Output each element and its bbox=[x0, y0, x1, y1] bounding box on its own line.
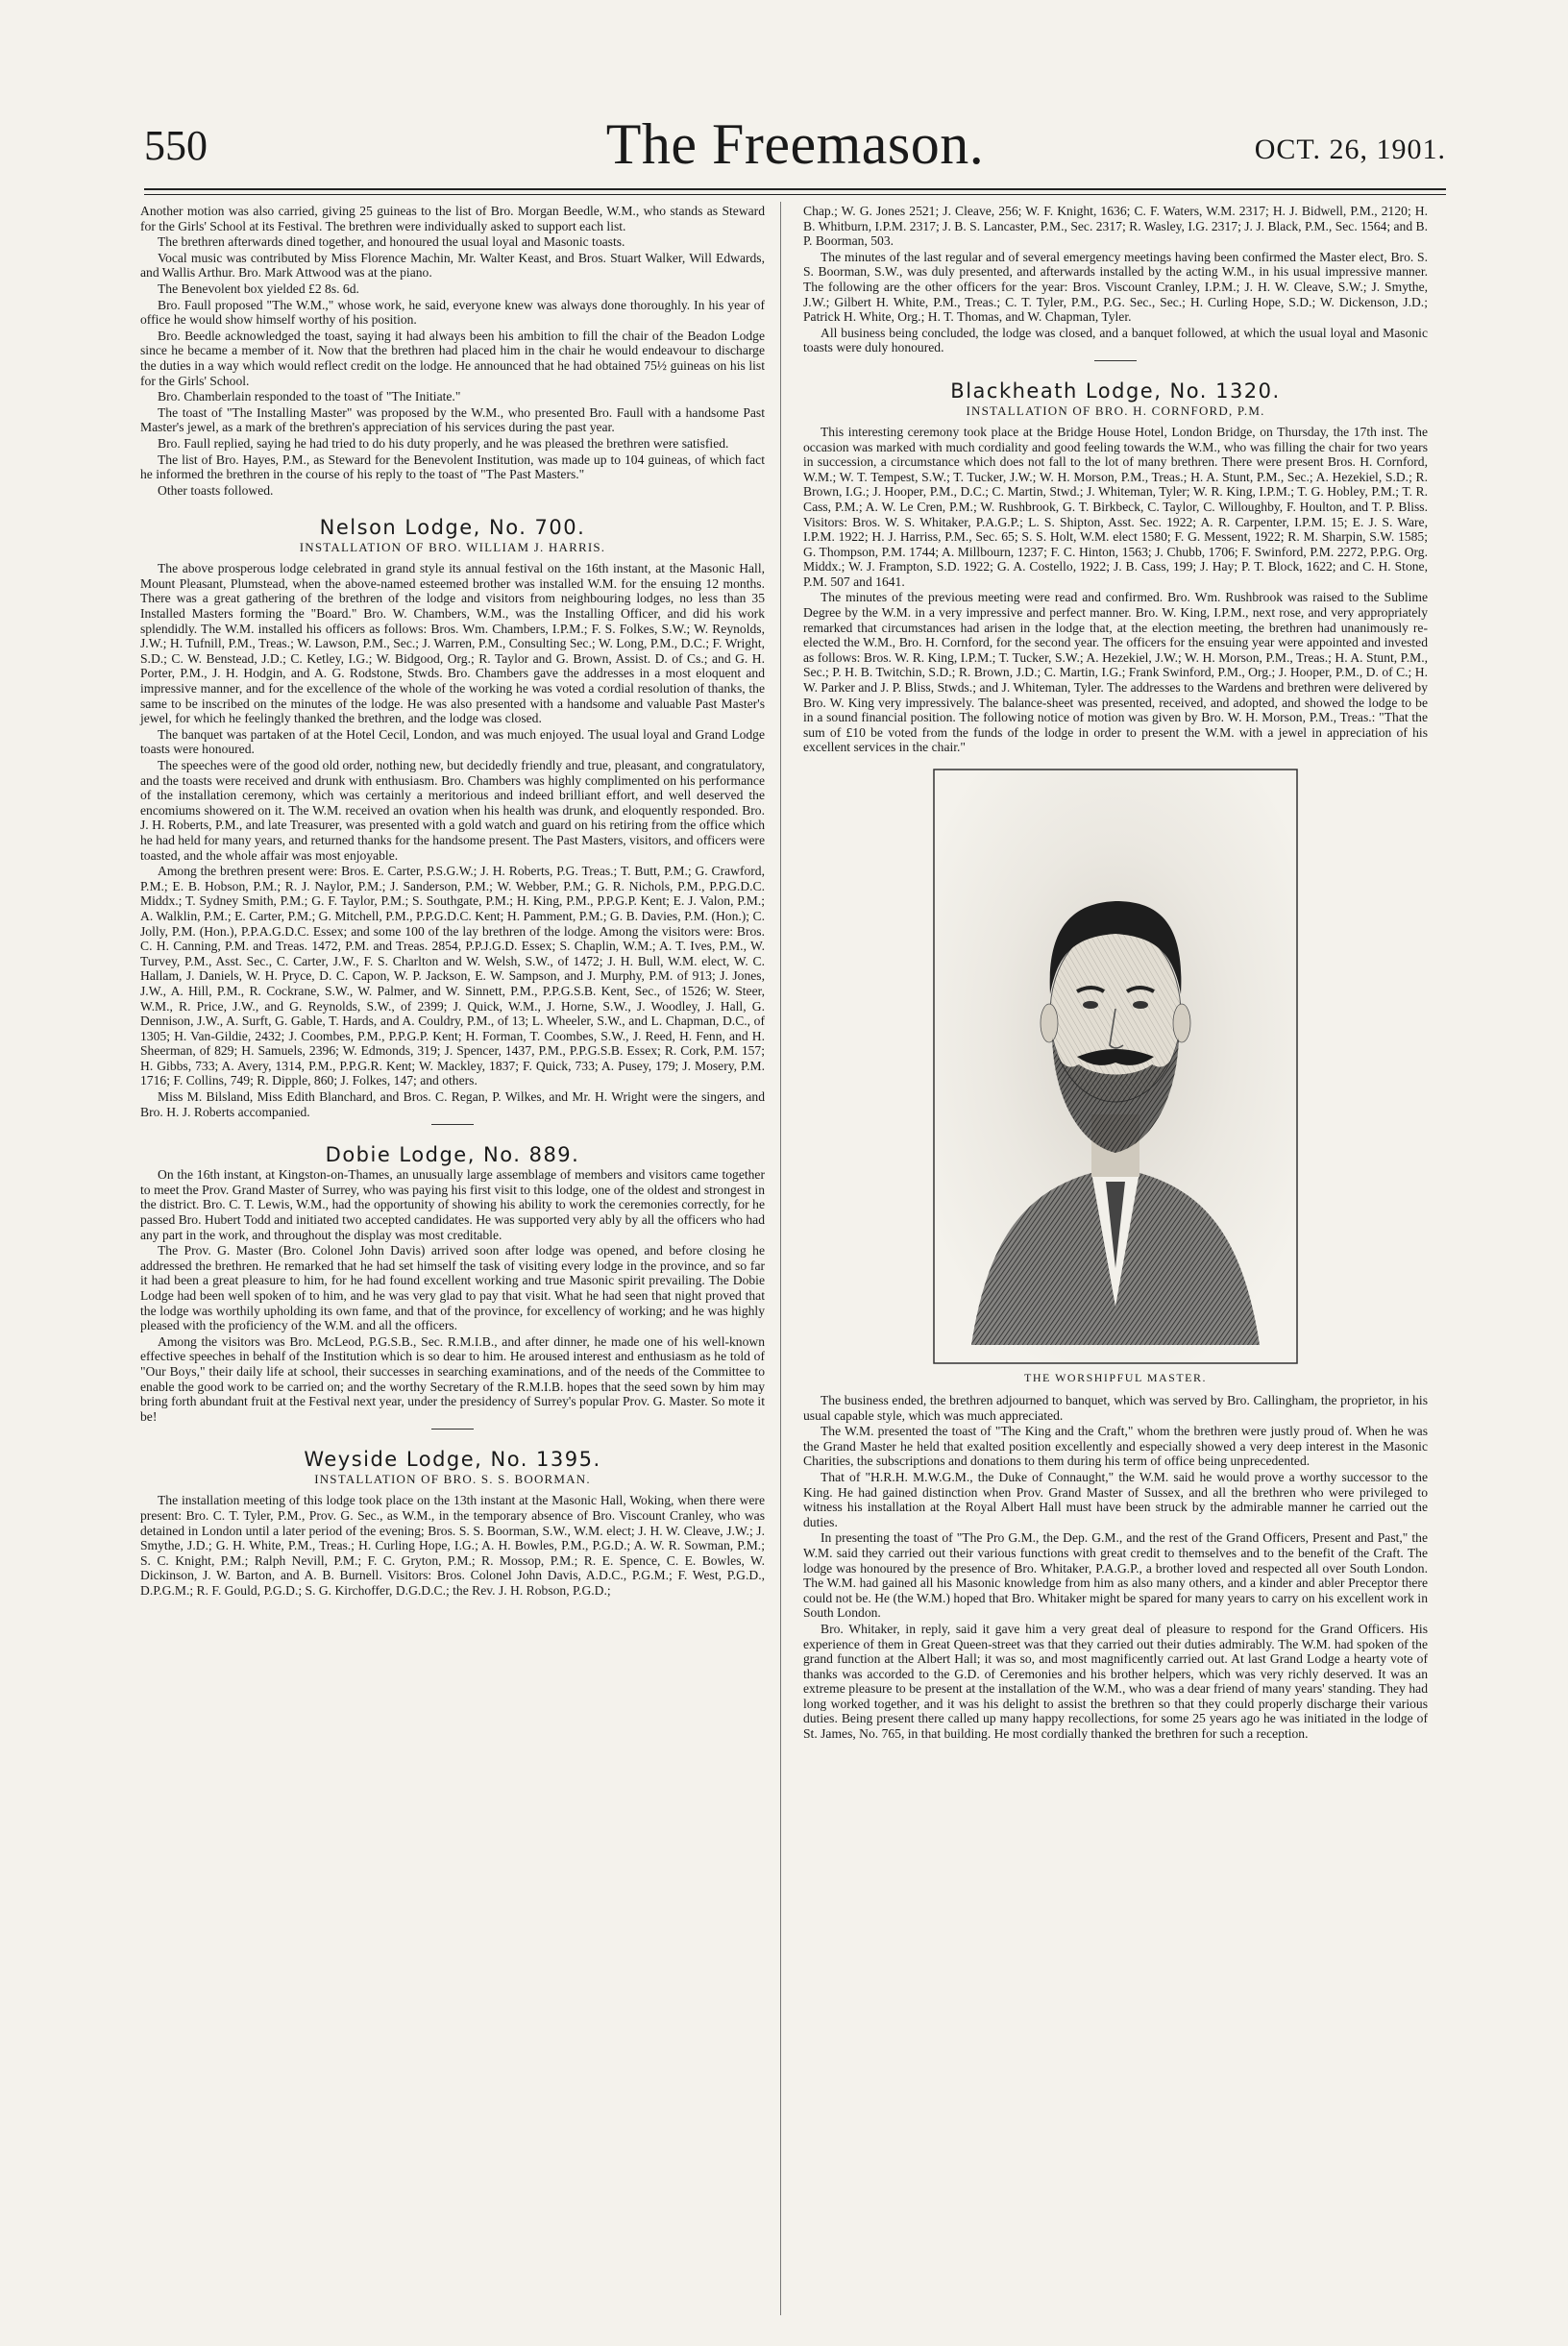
article-paragraph: Vocal music was contributed by Miss Florence Machin, Mr. Walter Keast, and Bros. Stuart Walker, Will Edwards, and Wallis Arthur. Bro. Mark Attwood was at the piano. bbox=[140, 250, 765, 281]
masthead bbox=[144, 113, 1446, 192]
lodge-title: Dobie Lodge, No. 889. bbox=[325, 1143, 580, 1167]
blackheath-heading bbox=[803, 379, 1428, 419]
article-paragraph: The toast of "The Installing Master" was proposed by the W.M., who presented Bro. Faull with a handsome Past Master's jewel, as a mark of the brethren's appreciation of his services during the past year. bbox=[140, 404, 765, 435]
article-paragraph: Chap.; W. G. Jones 2521; J. Cleave, 256; W. F. Knight, 1636; C. F. Waters, W.M. 2317; H. J. Bidwell, P.M., 2120; H. B. Whitburn, I.P.M. 2317; J. B. S. Lancaster, P.M., Sec. 2317; R. Wasley, I.G. 2317; J. J. Black, P.M., Sec. 1564; and B. P. Boorman, 503. bbox=[803, 204, 1428, 249]
section-divider bbox=[431, 1429, 474, 1430]
dobie-article bbox=[140, 1167, 765, 1424]
article-paragraph: All business being concluded, the lodge was closed, and a banquet followed, at which the usual loyal and Masonic toasts were duly honoured. bbox=[803, 325, 1428, 355]
article-paragraph: The banquet was partaken of at the Hotel Cecil, London, and was much enjoyed. The usual loyal and Grand Lodge toasts were honoured. bbox=[140, 726, 765, 757]
newspaper-title: The Freemason. bbox=[605, 112, 985, 176]
article-paragraph: On the 16th instant, at Kingston-on-Thames, an unusually large assemblage of members and visitors came together to meet the Prov. Grand Master of Surrey, who was paying his first visit to this lodge, one of the oldest and strongest in the district. Bro. C. T. Lewis, W.M., had the opportunity of showing his ability to work the ceremonies correctly, for he passed Bro. Hubert Todd and initiated two accepted candidates. He was supported very ably by all the officers who had any part in the work, and throughout the display was most creditable. bbox=[140, 1167, 765, 1242]
lodge-subtitle: INSTALLATION OF BRO. WILLIAM J. HARRIS. bbox=[299, 540, 606, 555]
article-paragraph: The minutes of the last regular and of several emergency meetings having been confirmed the Master elect, Bro. S. S. Boorman, S.W., was duly presented, and afterwards installed by the acting W.M., in his usual impressive manner. The following are the other officers for the year: Bros. Viscount Cranley, I.P.M.; J. H. W. Cleave, S.W.; J. Smythe, J.W.; Gilbert H. White, P.M., Treas.; C. T. Tyler, P.M., P.G. Sec., Sec.; H. Curling Hope, S.D.; W. Dickenson, J.D.; Patrick H. White, Org.; H. T. Thomas, and W. Chapman, Tyler. bbox=[803, 249, 1428, 325]
portrait-engraving bbox=[933, 769, 1298, 1364]
article-paragraph: Bro. Chamberlain responded to the toast of "The Initiate." bbox=[158, 389, 461, 404]
lodge-title: Weyside Lodge, No. 1395. bbox=[304, 1448, 601, 1472]
section-divider bbox=[431, 1124, 474, 1125]
article-paragraph: Bro. Beedle acknowledged the toast, saying it had always been his ambition to fill the chair of the Beadon Lodge since he became a member of it. Now that the brethren had placed him in the chair he would endeavour to discharge the duties in a way which would reflect credit on the lodge. He announced that he had obtained 75½ guineas on his list for the Girls' School. bbox=[140, 328, 765, 388]
article-paragraph: The Benevolent box yielded £2 8s. 6d. bbox=[158, 281, 359, 296]
article-paragraph: The list of Bro. Hayes, P.M., as Steward for the Benevolent Institution, was made up to 104 guineas, of which fact he informed the brethren in the course of his reply to the toast of "The Past Masters." bbox=[140, 452, 765, 482]
article-paragraph: The Prov. G. Master (Bro. Colonel John Davis) arrived soon after lodge was opened, and before closing he addressed the brethren. He remarked that he had set himself the task of visiting every lodge in the province, and so far it had been a great pleasure to him, for he had found excellent working and true Masonic spirit prevailing. The Dobie Lodge had been well spoken of to him, and he was very glad to pay that visit. What he had seen that night proved that the lodge was worthily upholding its own fame, and that of the province, for excellency of working; and he was highly pleased with the proficiency of the W.M. and all the officers. bbox=[140, 1243, 765, 1333]
nelson-article bbox=[140, 561, 765, 1119]
lodge-subtitle: INSTALLATION OF BRO. S. S. BOORMAN. bbox=[314, 1472, 591, 1487]
article-paragraph: The minutes of the previous meeting were read and confirmed. Bro. Wm. Rushbrook was raised to the Sublime Degree by the W.M. in a very impressive and perfect manner. Bro. W. King, I.P.M., next rose, and very appropriately remarked that circumstances had arisen in the lodge that, at the election meeting, the brethren had unanimously re-elected the W.M., Bro. H. Cornford, for the second year. The officers for the ensuing year were appointed and invested as follows: Bros. W. R. King, I.P.M.; T. Tucker, S.W.; A. Hezekiel, J.W.; W. H. Morson, P.M., Treas.; H. A. Stunt, P.M., Sec.; P. H. B. Twitchin, S.D.; R. Brown, J.D.; C. Martin, I.G.; Frank Swinford, P.M., Org.; J. Hooper, P.M., D. of C.; H. W. Parker and J. P. Bliss, Stwds.; and J. Whiteman, Tyler. The addresses to the Wardens and brethren were delivered by Bro. W. King very impressively. The balance-sheet was presented, received, and adopted, and showed the lodge to be in a sound financial position. The following notice of motion was given by Bro. W. H. Morson, P.M., Treas.: "That the sum of £10 be voted from the funds of the lodge in order to present the W.M. with a jewel in appreciation of his excellent services in the chair." bbox=[803, 590, 1428, 755]
header-rule-thin bbox=[144, 194, 1446, 195]
article-paragraph: Bro. Faull proposed "The W.M.," whose work, he said, everyone knew was always done thoroughly. In his year of office he would show himself worthy of his position. bbox=[140, 297, 765, 328]
article-paragraph: Miss M. Bilsland, Miss Edith Blanchard, and Bros. C. Regan, P. Wilkes, and Mr. H. Wright were the singers, and Bro. H. J. Roberts accompanied. bbox=[140, 1089, 765, 1119]
left-column bbox=[140, 204, 765, 1600]
blackheath-closing bbox=[803, 1393, 1428, 1742]
portrait-caption: THE WORSHIPFUL MASTER. bbox=[1023, 1371, 1207, 1384]
article-paragraph: In presenting the toast of "The Pro G.M., the Dep. G.M., and the rest of the Grand Officers, Present and Past," the W.M. said they carried out their various functions with great credit to themselves and to the benefit of the Craft. The lodge was honoured by the presence of Bro. Whitaker, P.A.G.P., a brother loved and respected all over South London. The W.M. had gained all his Masonic knowledge from him as also many others, and a kinder and abler Preceptor there could not be. He (the W.M.) hoped that Bro. Whitaker might be spared for many years to carry on his excellent work in South London. bbox=[803, 1530, 1428, 1621]
issue-date: OCT. 26, 1901. bbox=[1254, 134, 1446, 165]
weyside-article bbox=[140, 1493, 765, 1598]
article-paragraph: This interesting ceremony took place at the Bridge House Hotel, London Bridge, on Thursday, the 17th inst. The occasion was marked with much cordiality and good feeling towards the W.M., who was filling the chair for two years in succession, a circumstance which does not fall to the lot of many brethren. There were present Bros. H. Cornford, W.M.; W. T. Tempest, S.W.; T. Tucker, J.W.; W. H. Morson, P.M., Treas.; H. A. Stunt, P.M., Sec.; A. Hezekiel, S.D.; R. Brown, I.G.; J. Hooper, P.M., D.C.; C. Martin, Stwd.; J. Whiteman, Tyler; W. R. King, I.P.M.; T. G. Hobley, P.M.; T. R. Cass, P.M.; A. W. Le Cren, P.M.; W. Rushbrook, G. T. Birkbeck, C. Taylor, C. Willoughby, F. Houlton, and T. P. Bliss. Visitors: Bros. W. S. Whitaker, P.A.G.P.; L. S. Shipton, Asst. Sec. 1922; A. R. Carpenter, I.P.M. 15; E. J. S. Ware, I.P.M. 1922; H. J. Harriss, P.M., Sec. 65; S. S. Holt, W.M. elect 1580; F. G. Messent, 1922; R. M. Sharpin, S.W. 1585; G. Thompson, P.M. 1744; A. Millbourn, 1237; F. C. Hinton, 1563; J. Chubb, 1706; F. Swinford, P.M. 2272, P.P.G. Org. Middx.; W. J. Frampton, S.D. 1922; G. A. Costello, 1922; J. B. Cass, 199; J. Hay; P. T. Block, 1622; and C. H. Stone, P.M. 507 and 1641. bbox=[803, 424, 1428, 589]
article-paragraph: The W.M. presented the toast of "The King and the Craft," whom the brethren were justly proud of. When he was the Grand Master he held that exalted position excellently and especially showed a very deep interest in the Masonic Charities, the subscriptions and donations to them during his term of office being unprecedented. bbox=[803, 1424, 1428, 1469]
weyside-continuation bbox=[803, 204, 1428, 355]
article-paragraph: The installation meeting of this lodge took place on the 13th instant at the Masonic Hall, Woking, when there were present: Bro. C. T. Tyler, P.M., Prov. G. Sec., as W.M., in the temporary absence of Bro. Viscount Cranley, who was detained in London until a later period of the evening; Bros. S. S. Boorman, S.W., W.M. elect; J. H. W. Cleave, J.W.; J. Smythe, J.D.; G. H. White, P.M., Treas.; H. Curling Hope, I.G.; A. H. Bowles, P.M., P.G.D.; A. W. R. Sowman, P.M.; S. C. Knight, P.M.; Ralph Nevill, P.M.; F. C. Gryton, P.M.; R. Mossop, P.M.; R. E. Spence, C. E. Bowles, W. Dickinson, J. W. Barton, and A. B. Burnell. Visitors: Bros. Colonel John Davis, A.D.C., P.G.M.; F. West, P.G.D., D.P.G.M.; R. F. Gould, P.G.D.; S. G. Kirchoffer, D.G.D.C.; the Rev. J. H. Robson, P.G.D.; bbox=[140, 1493, 765, 1598]
section-divider bbox=[1094, 360, 1137, 361]
page-number: 550 bbox=[144, 122, 208, 169]
weyside-heading bbox=[140, 1447, 765, 1487]
article-paragraph: Bro. Whitaker, in reply, said it gave him a very great deal of pleasure to respond for the Grand Officers. His experience of them in Great Queen-street was that they carried out their duties admirably. The W.M. had spoken of the grand function at the Albert Hall; it was so, and most magnificently carried out. At last Grand Lodge a hearty vote of thanks was accorded to the G.D. of Ceremonies and his brother helpers, which was very richly deserved. It was an extreme pleasure to be present at the installation of the W.M., who was a dear friend of many years' standing. They had long worked together, and it was his delight to assist the brethren so that they could properly discharge their various duties. Being present there called up many happy recollections, for some 25 years ago he was initiated in the lodge of St. James, No. 765, in that building. He most cordially thanked the brethren for such a reception. bbox=[803, 1621, 1428, 1742]
article-paragraph: The brethren afterwards dined together, and honoured the usual loyal and Masonic toasts. bbox=[158, 234, 625, 250]
lodge-title: Nelson Lodge, No. 700. bbox=[319, 516, 586, 540]
article-paragraph: The business ended, the brethren adjourned to banquet, which was served by Bro. Callingham, the proprietor, in his usual capable style, which was much appreciated. bbox=[803, 1393, 1428, 1423]
nelson-heading bbox=[140, 515, 765, 555]
article-paragraph: Among the brethren present were: Bros. E. Carter, P.S.G.W.; J. H. Roberts, P.G. Treas.; T. Butt, P.M.; G. Crawford, P.M.; E. B. Hobson, P.M.; R. J. Naylor, P.M.; J. Sanderson, P.M.; W. Webber, P.M.; G. R. Nichols, P.M., P.P.G.D.C. Middx.; T. Sydney Smith, P.M.; G. F. Taylor, P.M.; S. Southgate, P.M.; H. King, P.M., P.P.G.P. Kent; E. J. Valon, P.M.; A. Walklin, P.M.; E. Carter, P.M.; G. Mitchell, P.M., P.P.G.D.C. Kent; H. Pamment, P.M.; G. B. Davies, P.M. (Hon.); C. Jolly, P.M. (Hon.), P.P.A.G.D.C. Essex; and some 100 of the lay brethren of the lodge. Among the visitors were: Bros. C. H. Canning, P.M. and Treas. 1472, P.M. and Treas. 2854, P.P.J.G.D. Essex; S. Chaplin, W.M.; A. T. Ives, P.M., W. Turvey, P.M., Asst. Sec., C. Carter, J.W., F. S. Charlton and W. Welsh, S.W., of 1472; J. H. Bull, W.M. elect, W. C. Hallam, J. Daniels, W. H. Pryce, D. C. Capon, W. P. Jackson, E. W. Sampson, and J. Murphy, P.M. of 913; J. Jones, J.W., A. Hill, P.M., R. Cockrane, S.W., W. Palmer, and W. Sinnett, P.M., P.P.G.S.B. Kent, Sec., of 1526; W. Steer, W.M., R. Price, J.W., and G. Reynolds, S.W., of 2399; J. Quick, W.M., J. Horne, S.W., J. Woodley, J. Hall, G. Dennison, J.W., A. Surft, G. Gable, T. Hards, and A. Couldry, P.M., of 13; L. Wheeler, S.W., and L. Chapman, D.C., of 1305; H. Van-Gildie, 2432; J. Coombes, P.M., P.P.G.P. Kent; H. Forman, T. Coombes, S.W., J. Reed, H. Fenn, and H. Sheerman, of 829; H. Samuels, 2396; W. Edmonds, 319; J. Spencer, 1437, P.M., P.P.G.S.B. Essex; R. Cork, P.M. 157; H. Gibbs, 733; A. Avery, 1314, P.M., P.P.G.R. Kent; W. Mackley, 1837; F. Quick, 733; A. Pusey, 179; J. Mosery, P.M. 1716; F. Collins, 749; R. Dipple, 860; J. Folkes, 147; and others. bbox=[140, 864, 765, 1088]
article-paragraph: Another motion was also carried, giving 25 guineas to the list of Bro. Morgan Beedle, W.M., who stands as Steward for the Girls' School at its Festival. The brethren were individually asked to support each list. bbox=[140, 204, 765, 233]
lodge-title: Blackheath Lodge, No. 1320. bbox=[950, 379, 1281, 403]
article-paragraph: The speeches were of the good old order, nothing new, but decidedly friendly and true, pleasant, and congratulatory, and the toasts were received and drunk with enthusiasm. Bro. Chambers was highly complimented on his performance of the installation ceremony, which was certainly a meritorious and indeed brilliant effort, and well deserved the encomiums showered on it. The W.M. received an ovation when his health was drunk, and eloquently responded. Bro. J. H. Roberts, P.M., and late Treasurer, was presented with a gold watch and guard on his retiring from the office which he had held for many years, and returned thanks for the handsome present. The Past Masters, visitors, and officers were toasted, and the whole affair was most enjoyable. bbox=[140, 758, 765, 863]
column-divider bbox=[780, 202, 781, 2315]
article-paragraph: Bro. Faull replied, saying he had tried to do his duty properly, and he was pleased the brethren were satisfied. bbox=[158, 435, 729, 451]
blackheath-article bbox=[803, 425, 1428, 755]
article-paragraph: Other toasts followed. bbox=[158, 482, 274, 498]
article-paragraph: Among the visitors was Bro. McLeod, P.G.S.B., Sec. R.M.I.B., and after dinner, he made one of his well-known effective speeches in behalf of the Institution which is so dear to him. He aroused interest and enthusiasm as he told of "Our Boys," their daily life at school, their successes in searching examinations, and of the needs of the Committee to enable the good work to be carried on; and the worthy Secretary of the R.M.I.B. hopes that the seed sown by him may bring forth abundant fruit at the Festival next year, under the presidency of Surrey's popular Prov. G. Master. So mote it be! bbox=[140, 1333, 765, 1424]
portrait-illustration bbox=[933, 769, 1298, 1364]
lodge-subtitle: INSTALLATION OF BRO. H. CORNFORD, P.M. bbox=[966, 403, 1265, 418]
right-column bbox=[803, 204, 1428, 1743]
article-paragraph: The above prosperous lodge celebrated in grand style its annual festival on the 16th instant, at the Masonic Hall, Mount Pleasant, Plumstead, when the above-named esteemed brother was installed W.M. for the ensuing 12 months. There was a great gathering of the brethren of the lodge and visitors from neighbouring lodges, no less than 35 Installed Masters forming the "Board." Bro. W. Chambers, W.M., was the Installing Officer, and did his work splendidly. The W.M. installed his officers as follows: Bros. Wm. Chambers, I.P.M.; F. S. Folkes, S.W.; W. Reynolds, J.W.; H. Tufnill, P.M., Treas.; W. Lawson, P.M., Sec.; J. Warren, P.M., Consulting Sec.; W. Long, P.M., D.C.; F. Wright, S.D.; C. W. Benstead, J.D.; C. Ketley, I.G.; W. Bidgood, Org.; R. Taylor and G. Brown, Assist. D. of Cs.; and G. H. Porter, P.M., J. H. Hodgin, and A. G. Rodstone, Stwds. Bro. Chambers gave the addresses in a most eloquent and impressive manner, and for the excellence of the whole of the working he was voted a cordial resolution of thanks, the same to be inscribed on the minutes of the lodge. He was also presented with a handsome and valuable Past Master's jewel, for which he feelingly thanked the brethren, and the lodge was closed. bbox=[140, 561, 765, 726]
beadon-continuation bbox=[140, 204, 765, 498]
dobie-heading bbox=[140, 1142, 765, 1167]
article-paragraph: That of "H.R.H. M.W.G.M., the Duke of Connaught," the W.M. said he would prove a worthy successor to the King. He had gained distinction when Prov. Grand Master of Sussex, and all the brethren who were privileged to witness his installation at the Royal Albert Hall must have been struck by the admirable manner he carried out the duties. bbox=[803, 1469, 1428, 1529]
header-rule bbox=[144, 188, 1446, 190]
